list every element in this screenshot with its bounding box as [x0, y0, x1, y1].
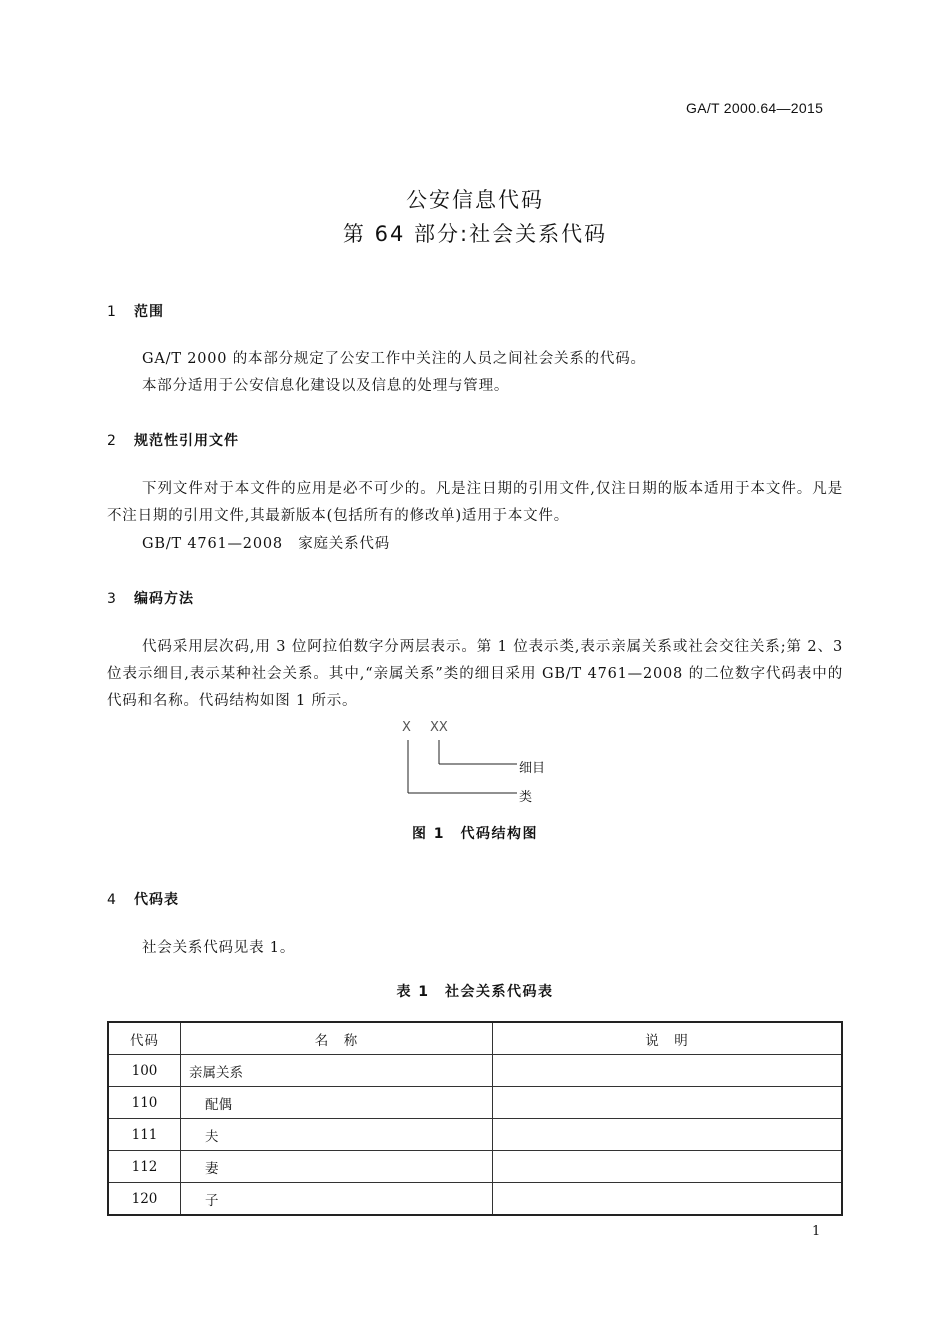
section-3-heading	[107, 588, 194, 608]
table-row	[108, 1055, 842, 1087]
section-2-heading	[107, 430, 239, 450]
document-title: 公安信息代码	[406, 188, 544, 212]
table-row	[108, 1087, 842, 1119]
table-header-row	[108, 1022, 842, 1055]
code-structure-diagram	[395, 718, 555, 808]
section-number: 1	[107, 304, 117, 320]
cell-note	[493, 1055, 843, 1087]
cell-code: 110	[108, 1087, 181, 1119]
page-number: 1	[812, 1224, 821, 1239]
column-header-name: 名 称	[181, 1022, 493, 1055]
section-4-heading	[107, 889, 179, 909]
cell-note	[493, 1119, 843, 1151]
column-header-code: 代码	[108, 1022, 181, 1055]
cell-code: 100	[108, 1055, 181, 1087]
reference-item: GB/T 4761—2008 家庭关系代码	[142, 536, 391, 552]
cell-code: 111	[108, 1119, 181, 1151]
section-title: 范围	[134, 304, 164, 320]
label-detail: 细目	[519, 761, 546, 776]
cell-note	[493, 1087, 843, 1119]
cell-name: 子	[181, 1183, 493, 1216]
section-number: 4	[107, 892, 117, 908]
cell-code: 112	[108, 1151, 181, 1183]
standard-number: GA/T 2000.64—2015	[686, 100, 824, 116]
paragraph: GA/T 2000 的本部分规定了公安工作中关注的人员之间社会关系的代码。	[142, 351, 646, 367]
document-subtitle: 第 64 部分:社会关系代码	[342, 222, 608, 246]
section-number: 2	[107, 433, 117, 449]
section-number: 3	[107, 591, 117, 607]
cell-code: 120	[108, 1183, 181, 1216]
digit-detail-placeholder: XX	[430, 720, 448, 735]
paragraph: 社会关系代码见表 1。	[142, 940, 296, 956]
paragraph: 下列文件对于本文件的应用是必不可少的。凡是注日期的引用文件,仅注日期的版本适用于本文件。凡是不注日期的引用文件,其最新版本(包括所有的修改单)适用于本文件。	[107, 481, 843, 524]
paragraph: 代码采用层次码,用 3 位阿拉伯数字分两层表示。第 1 位表示类,表示亲属关系或社会交往关系;第 2、3 位表示细目,表示某种社会关系。其中,“亲属关系”类的细目采用 GB/T 4761—2008 的二位数字代码表中的代码和名称。代码结构如图 1 所示。	[107, 639, 843, 709]
section-title: 代码表	[134, 892, 179, 908]
section-1-heading	[107, 301, 164, 321]
cell-note	[493, 1183, 843, 1216]
table-row	[108, 1151, 842, 1183]
table-caption: 表 1 社会关系代码表	[396, 984, 554, 1000]
section-title: 规范性引用文件	[134, 433, 239, 449]
column-header-note: 说 明	[493, 1022, 843, 1055]
digit-class-placeholder: X	[402, 720, 411, 735]
table-row	[108, 1183, 842, 1216]
cell-name: 亲属关系	[181, 1055, 493, 1087]
label-class: 类	[519, 790, 533, 805]
figure-caption: 图 1 代码结构图	[411, 826, 539, 842]
paragraph: 本部分适用于公安信息化建设以及信息的处理与管理。	[142, 378, 510, 394]
code-table	[107, 1021, 843, 1216]
cell-name: 配偶	[181, 1087, 493, 1119]
cell-note	[493, 1151, 843, 1183]
section-title: 编码方法	[134, 591, 194, 607]
table-row	[108, 1119, 842, 1151]
cell-name: 妻	[181, 1151, 493, 1183]
cell-name: 夫	[181, 1119, 493, 1151]
